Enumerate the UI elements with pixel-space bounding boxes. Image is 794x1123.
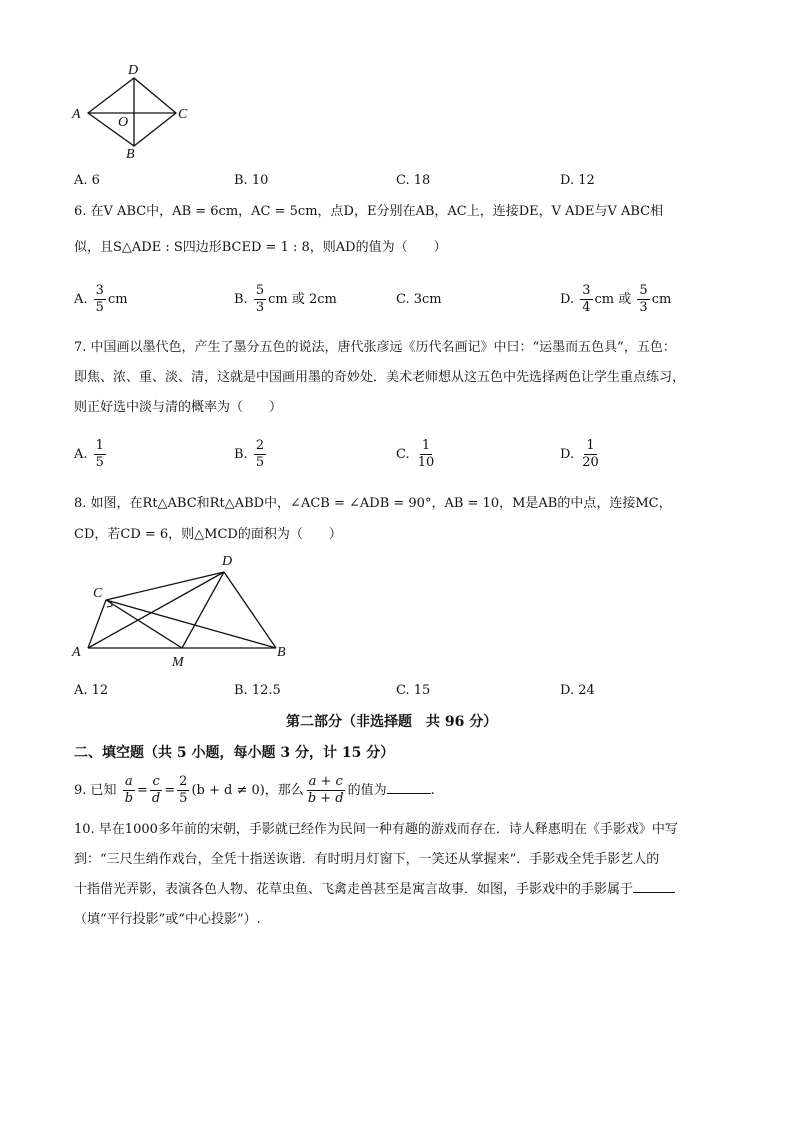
rhombus-figure (66, 58, 206, 163)
q7-a-den: 5 (95, 455, 104, 470)
q10-line-3-text: 十指借光弄影，表演各色人物、花草虫鱼、飞禽走兽甚至是寓言故事．如图，手影戏中的手影属于 (74, 882, 634, 897)
q7-d-den: 20 (582, 455, 599, 470)
q6-b-unit: cm 或 2cm (268, 292, 337, 307)
q7-c-den: 10 (417, 455, 435, 470)
q6-b-den: 3 (255, 300, 265, 315)
q8-option-a: A. 12 (74, 683, 109, 698)
q9-f4-num: a + c (308, 774, 343, 789)
q9-f3-num: 2 (179, 774, 188, 789)
q9-f4-den: b + d (307, 791, 344, 806)
q6-a-den: 5 (95, 300, 104, 315)
part2-title: 第二部分（非选择题 共 96 分） (286, 714, 498, 730)
q6-line-1: 6. 在V ABC中，AB = 6cm，AC = 5cm，点D，E分别在AB，AC上，连接DE，V ADE与V ABC相 (74, 204, 664, 219)
triangle-label-a: A (72, 645, 81, 660)
rhombus-label-o: O (118, 115, 129, 130)
q7-line-2: 即焦、浓、重、淡、清，这就是中国画用墨的奇妙处．美术老师想从这五色中先选择两色让学生重点练习， (74, 370, 686, 385)
q6-a-num: 3 (95, 283, 104, 298)
q7-c-num: 1 (421, 438, 431, 453)
q7-c-prefix: C. (396, 447, 410, 462)
q6-option-a (74, 283, 128, 316)
q8-option-c: C. 15 (396, 683, 431, 698)
triangle-label-c: C (93, 586, 103, 601)
q10-line-1: 10. 早在1000多年前的宋朝，手影就已经作为民间一种有趣的游戏而存在．诗人释惠明在《手影戏》中写 (74, 822, 678, 837)
q6-line-2: 似，且S△ADE : S四边形BCED = 1 : 8，则AD的值为（ ） (74, 240, 447, 255)
q7-b-num: 2 (255, 438, 265, 453)
q7-b-prefix: B. (234, 447, 248, 462)
q9-f1-den: b (124, 791, 134, 806)
q7-option-b (234, 438, 268, 471)
q8-option-d: D. 24 (560, 683, 595, 698)
q8-option-b: B. 12.5 (234, 683, 281, 698)
rhombus-label-c: C (178, 107, 188, 122)
q9-eq1: = (137, 783, 148, 798)
q10-line-4: （填“平行投影”或“中心投影”）. (74, 912, 261, 927)
q6-b-num: 5 (255, 283, 265, 298)
q7-d-num: 1 (586, 438, 595, 453)
triangle-figure (66, 548, 306, 673)
q7-option-d (560, 438, 603, 471)
q6-option-b (234, 283, 337, 316)
triangle-label-b: B (277, 645, 286, 660)
q10-line-2: 到：“三尺生绡作戏台，全凭十指送诙谐．有时明月灯窗下，一笑还从掌握来”．手影戏全凭手影艺人的 (74, 852, 660, 867)
q5-option-c: C. 18 (396, 173, 431, 188)
q8-line-2: CD，若CD = 6，则△MCD的面积为（ ） (74, 527, 342, 542)
q6-d-num1: 3 (582, 283, 591, 298)
q6-d-prefix: D. (560, 292, 575, 307)
q9-answer-blank[interactable] (387, 793, 431, 794)
q6-a-prefix: A. (74, 292, 88, 307)
rhombus-label-d: D (128, 63, 139, 78)
q9-cond: (b + d ≠ 0)，那么 (191, 783, 304, 798)
q6-d-mid: cm 或 (594, 292, 632, 307)
q5-option-d: D. 12 (560, 173, 595, 188)
q6-a-unit: cm (107, 292, 128, 307)
rhombus-label-b: B (126, 147, 135, 162)
rhombus-label-a: A (72, 107, 81, 122)
q9-f3-den: 5 (179, 791, 188, 806)
q6-d-num2: 5 (639, 283, 648, 298)
q6-d-den1: 4 (582, 300, 591, 315)
q6-d-unit: cm (651, 292, 672, 307)
q9-prefix: 9. 已知 (74, 783, 117, 798)
q10-line-3 (74, 880, 675, 900)
q6-option-d (560, 283, 671, 316)
q8-line-1: 8. 如图，在Rt△ABC和Rt△ABD中，∠ACB = ∠ADB = 90°，AB = 10，M是AB的中点，连接MC， (74, 496, 672, 511)
q10-answer-blank[interactable] (633, 892, 675, 893)
q7-line-1: 7. 中国画以墨代色，产生了墨分五色的说法，唐代张彦远《历代名画记》中曰：“运墨而五色具”，五色： (74, 340, 676, 355)
q5-option-a: A. 6 (74, 173, 100, 188)
q5-option-b: B. 10 (234, 173, 269, 188)
section2-title: 二、填空题（共 5 小题，每小题 3 分，计 15 分） (74, 745, 395, 761)
q7-b-den: 5 (255, 455, 265, 470)
q9-end: . (430, 783, 435, 798)
q7-a-prefix: A. (74, 447, 88, 462)
q7-d-prefix: D. (560, 447, 575, 462)
q9-eq2: = (164, 783, 176, 798)
q7-line-3: 则正好选中淡与清的概率为（ ） (74, 400, 283, 415)
q7-option-a (74, 438, 108, 471)
triangle-label-d: D (222, 554, 233, 569)
q6-option-c: C. 3cm (396, 292, 442, 307)
q9-f1-num: a (124, 774, 133, 789)
q9-line (74, 774, 435, 808)
q6-b-prefix: B. (234, 292, 248, 307)
q9-suffix: 的值为 (347, 783, 387, 798)
q7-a-num: 1 (95, 438, 104, 453)
triangle-label-m: M (172, 655, 184, 670)
q9-f2-den: d (151, 791, 161, 806)
q6-d-den2: 3 (639, 300, 648, 315)
q9-f2-num: c (152, 774, 160, 789)
q7-option-c (396, 438, 438, 471)
